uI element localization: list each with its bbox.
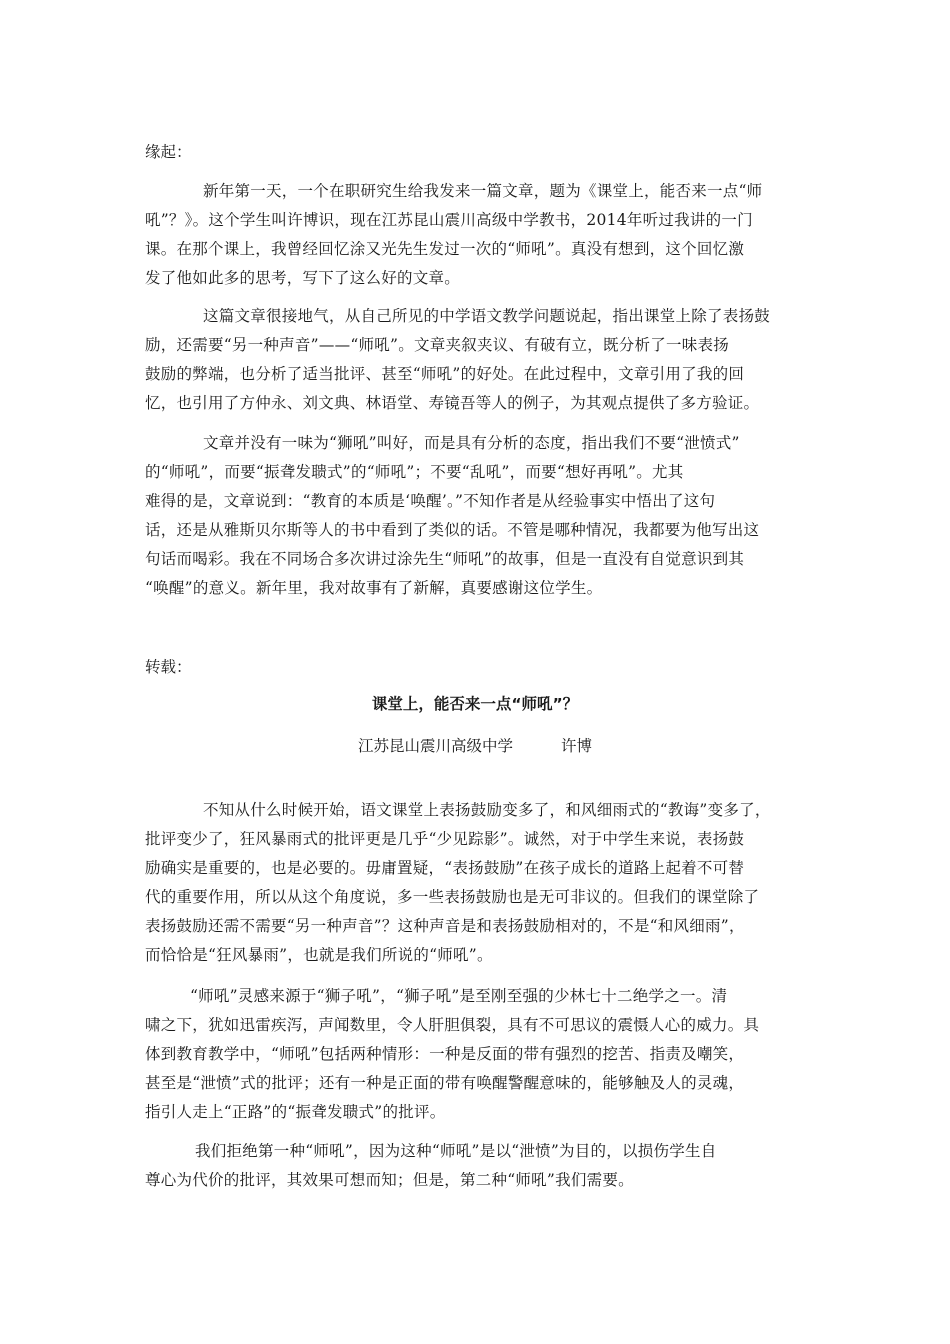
text-line: 发了他如此多的思考，写下了这么好的文章。: [145, 269, 461, 287]
text-line: 忆，也引用了方仲永、刘文典、林语堂、寿镜吾等人的例子，为其观点提供了多方验证。: [145, 394, 760, 412]
article-paragraph-2: [145, 982, 815, 1127]
text-line: 指引人走上“正路”的“振聋发聩式”的批评。: [145, 1103, 446, 1121]
author-school: 江苏昆山震川高级中学: [357, 737, 513, 755]
text-line: 体到教育教学中，“师吼”包括两种情形：一种是反面的带有强烈的挖苦、指责及嘲笑，: [145, 1045, 745, 1063]
text-line: 啸之下，犹如迅雷疾泻，声闻数里，令人肝胆俱裂，具有不可思议的震慑人心的威力。具: [145, 1016, 760, 1034]
text-line: 难得的是，文章说到：“教育的本质是‘唤醒’。”不知作者是从经验事实中悟出了这句: [145, 492, 716, 510]
article-paragraph-3: [145, 1137, 815, 1195]
article-paragraph-1: [145, 796, 815, 970]
text-line: 吼”？》。这个学生叫许博识，现在江苏昆山震川高级中学教书，2014年听过我讲的一门: [145, 211, 753, 229]
text-line: 批评变少了，狂风暴雨式的批评更是几乎“少见踪影”。诚然，对于中学生来说，表扬鼓: [145, 830, 745, 848]
text-line: “师吼”灵感来源于“狮子吼”，“狮子吼”是至刚至强的少林七十二绝学之一。清: [190, 987, 728, 1005]
origin-paragraph-1: [145, 177, 815, 293]
text-line: 课。在那个课上，我曾经回忆涂又光先生发过一次的“师吼”。真没有想到，这个回忆激: [145, 240, 745, 258]
text-line: 的“师吼”，而要“振聋发聩式”的“师吼”；不要“乱吼”，而要“想好再吼”。尤其: [145, 463, 684, 481]
text-line: 尊心为代价的批评，其效果可想而知；但是，第二种“师吼”我们需要。: [145, 1171, 634, 1189]
text-line: 我们拒绝第一种“师吼”，因为这种“师吼”是以“泄愤”为目的，以损伤学生自: [195, 1142, 717, 1160]
origin-heading: 缘起：: [145, 143, 192, 161]
origin-paragraph-2: [145, 302, 815, 418]
origin-paragraph-3: [145, 429, 815, 603]
text-line: 文章并没有一味为“狮吼”叫好，而是具有分析的态度，指出我们不要“泄愤式”: [203, 434, 740, 452]
article-byline: [0, 732, 950, 761]
text-line: 鼓励的弊端，也分析了适当批评、甚至“师吼”的好处。在此过程中，文章引用了我的回: [145, 365, 745, 383]
text-line: 励，还需要“另一种声音”——“师吼”。文章夹叙夹议、有破有立，既分析了一味表扬: [145, 336, 729, 354]
repost-heading: 转载：: [145, 658, 192, 676]
text-line: 不知从什么时候开始，语文课堂上表扬鼓励变多了，和风细雨式的“教诲”变多了，: [203, 801, 771, 819]
text-line: 句话而喝彩。我在不同场合多次讲过涂先生“师吼”的故事，但是一直没有自觉意识到其: [145, 550, 745, 568]
text-line: 表扬鼓励还需不需要“另一种声音”？这种声音是和表扬鼓励相对的，不是“和风细雨”，: [145, 917, 745, 935]
text-line: 新年第一天，一个在职研究生给我发来一篇文章，题为《课堂上，能否来一点“师: [203, 182, 763, 200]
text-line: 话，还是从雅斯贝尔斯等人的书中看到了类似的话。不管是哪种情况，我都要为他写出这: [145, 521, 760, 539]
text-line: “唤醒”的意义。新年里，我对故事有了新解，真要感谢这位学生。: [145, 579, 603, 597]
text-line: 这篇文章很接地气，从自己所见的中学语文教学问题说起，指出课堂上除了表扬鼓: [203, 307, 771, 325]
text-line: 而恰恰是“狂风暴雨”，也就是我们所说的“师吼”。: [145, 946, 493, 964]
text-line: 代的重要作用，所以从这个角度说，多一些表扬鼓励也是无可非议的。但我们的课堂除了: [145, 888, 760, 906]
author-name: 许博: [561, 737, 593, 755]
text-line: 励确实是重要的，也是必要的。毋庸置疑，“表扬鼓励”在孩子成长的道路上起着不可替: [145, 859, 745, 877]
article-title: 课堂上，能否来一点“师吼”？: [371, 695, 579, 713]
text-line: 甚至是“泄愤”式的批评；还有一种是正面的带有唤醒警醒意味的，能够触及人的灵魂，: [145, 1074, 745, 1092]
